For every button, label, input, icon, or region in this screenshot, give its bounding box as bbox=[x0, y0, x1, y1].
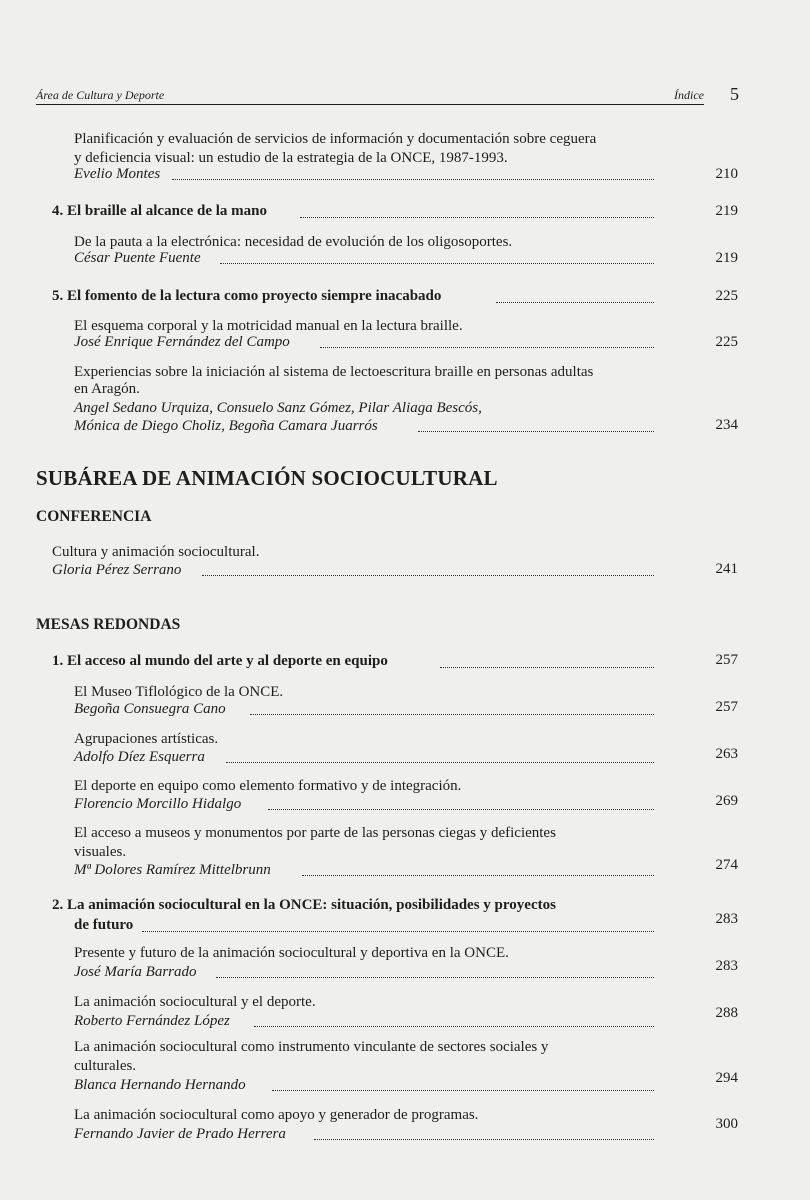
entry-title-line: La animación sociocultural como apoyo y generador de programas. bbox=[74, 1107, 479, 1123]
page-ref: 257 bbox=[715, 699, 738, 715]
header-rule bbox=[36, 104, 704, 105]
page-ref: 234 bbox=[715, 417, 738, 433]
dot-leader bbox=[320, 347, 654, 348]
entry-title-line: El esquema corporal y la motricidad manual en la lectura braille. bbox=[74, 318, 463, 334]
entry-title-line: visuales. bbox=[74, 844, 127, 860]
section-heading: 1. El acceso al mundo del arte y al deporte en equipo bbox=[52, 653, 388, 669]
dot-leader bbox=[216, 977, 654, 978]
entry-author: Mónica de Diego Choliz, Begoña Camara Juarrós bbox=[74, 418, 378, 434]
page-ref: 257 bbox=[715, 652, 738, 668]
page-ref: 288 bbox=[715, 1005, 738, 1021]
dot-leader bbox=[300, 217, 654, 218]
entry-title-line: La animación sociocultural como instrumento vinculante de sectores sociales y bbox=[74, 1039, 549, 1055]
entry-title-line: Experiencias sobre la iniciación al sistema de lectoescritura braille en personas adultas bbox=[74, 364, 594, 380]
entry-title-line: culturales. bbox=[74, 1058, 137, 1074]
entry-author: Mª Dolores Ramírez Mittelbrunn bbox=[74, 862, 271, 878]
page-ref: 210 bbox=[715, 166, 738, 182]
dot-leader bbox=[172, 179, 654, 180]
entry-author: Begoña Consuegra Cano bbox=[74, 701, 226, 717]
page-ref: 300 bbox=[715, 1116, 738, 1132]
entry-author: Evelio Montes bbox=[74, 166, 161, 182]
page-ref: 269 bbox=[715, 793, 738, 809]
entry-author: Roberto Fernández López bbox=[74, 1013, 230, 1029]
page-ref: 294 bbox=[715, 1070, 738, 1086]
entry-title-line: Cultura y animación sociocultural. bbox=[52, 544, 260, 560]
entry-title-line: en Aragón. bbox=[74, 381, 140, 397]
page-ref: 274 bbox=[715, 857, 738, 873]
subarea-heading: SUBÁREA DE ANIMACIÓN SOCIOCULTURAL bbox=[36, 466, 498, 490]
dot-leader bbox=[202, 575, 654, 576]
section-heading: 5. El fomento de la lectura como proyecto siempre inacabado bbox=[52, 288, 442, 304]
dot-leader bbox=[254, 1026, 654, 1027]
header-index-label: Índice bbox=[674, 88, 704, 102]
section-heading: de futuro bbox=[74, 917, 134, 933]
dot-leader bbox=[142, 931, 654, 932]
dot-leader bbox=[314, 1139, 654, 1140]
entry-author: Adolfo Díez Esquerra bbox=[74, 749, 205, 765]
section-heading: 2. La animación sociocultural en la ONCE: situación, posibilidades y proyectos bbox=[52, 897, 556, 913]
entry-author: Florencio Morcillo Hidalgo bbox=[74, 796, 242, 812]
entry-title-line: El Museo Tiflológico de la ONCE. bbox=[74, 684, 284, 700]
entry-author: Blanca Hernando Hernando bbox=[74, 1077, 246, 1093]
dot-leader bbox=[440, 667, 654, 668]
entry-title-line: El deporte en equipo como elemento formativo y de integración. bbox=[74, 778, 462, 794]
conferencia-heading: CONFERENCIA bbox=[36, 508, 152, 525]
section-heading: 4. El braille al alcance de la mano bbox=[52, 203, 267, 219]
entry-title-line: El acceso a museos y monumentos por parte de las personas ciegas y deficientes bbox=[74, 825, 556, 841]
dot-leader bbox=[496, 302, 654, 303]
header-section: Área de Cultura y Deporte bbox=[36, 88, 165, 102]
dot-leader bbox=[272, 1090, 654, 1091]
dot-leader bbox=[302, 875, 654, 876]
page-ref: 283 bbox=[715, 911, 738, 927]
entry-author: Angel Sedano Urquiza, Consuelo Sanz Gómez, Pilar Aliaga Bescós, bbox=[74, 400, 482, 416]
entry-title-line: Presente y futuro de la animación sociocultural y deportiva en la ONCE. bbox=[74, 945, 509, 961]
dot-leader bbox=[220, 263, 654, 264]
entry-title-line: y deficiencia visual: un estudio de la estrategia de la ONCE, 1987-1993. bbox=[74, 150, 508, 166]
entry-author: César Puente Fuente bbox=[74, 250, 201, 266]
entry-title-line: Planificación y evaluación de servicios de información y documentación sobre ceguera bbox=[74, 131, 597, 147]
dot-leader bbox=[226, 762, 654, 763]
entry-author: José María Barrado bbox=[74, 964, 197, 980]
page-ref: 225 bbox=[715, 334, 738, 350]
entry-author: José Enrique Fernández del Campo bbox=[74, 334, 290, 350]
entry-author: Fernando Javier de Prado Herrera bbox=[74, 1126, 286, 1142]
page-ref: 283 bbox=[715, 958, 738, 974]
entry-author: Gloria Pérez Serrano bbox=[52, 562, 182, 578]
page-ref: 241 bbox=[715, 561, 738, 577]
page-ref: 225 bbox=[715, 288, 738, 304]
entry-title-line: De la pauta a la electrónica: necesidad de evolución de los oligosoportes. bbox=[74, 234, 513, 250]
page-ref: 219 bbox=[715, 203, 738, 219]
page-ref: 219 bbox=[715, 250, 738, 266]
dot-leader bbox=[268, 809, 654, 810]
page-ref: 263 bbox=[715, 746, 738, 762]
entry-title-line: La animación sociocultural y el deporte. bbox=[74, 994, 316, 1010]
header-page-number: 5 bbox=[730, 84, 739, 104]
entry-title-line: Agrupaciones artísticas. bbox=[74, 731, 219, 747]
mesas-heading: MESAS REDONDAS bbox=[36, 616, 181, 633]
dot-leader bbox=[250, 714, 654, 715]
dot-leader bbox=[418, 431, 654, 432]
